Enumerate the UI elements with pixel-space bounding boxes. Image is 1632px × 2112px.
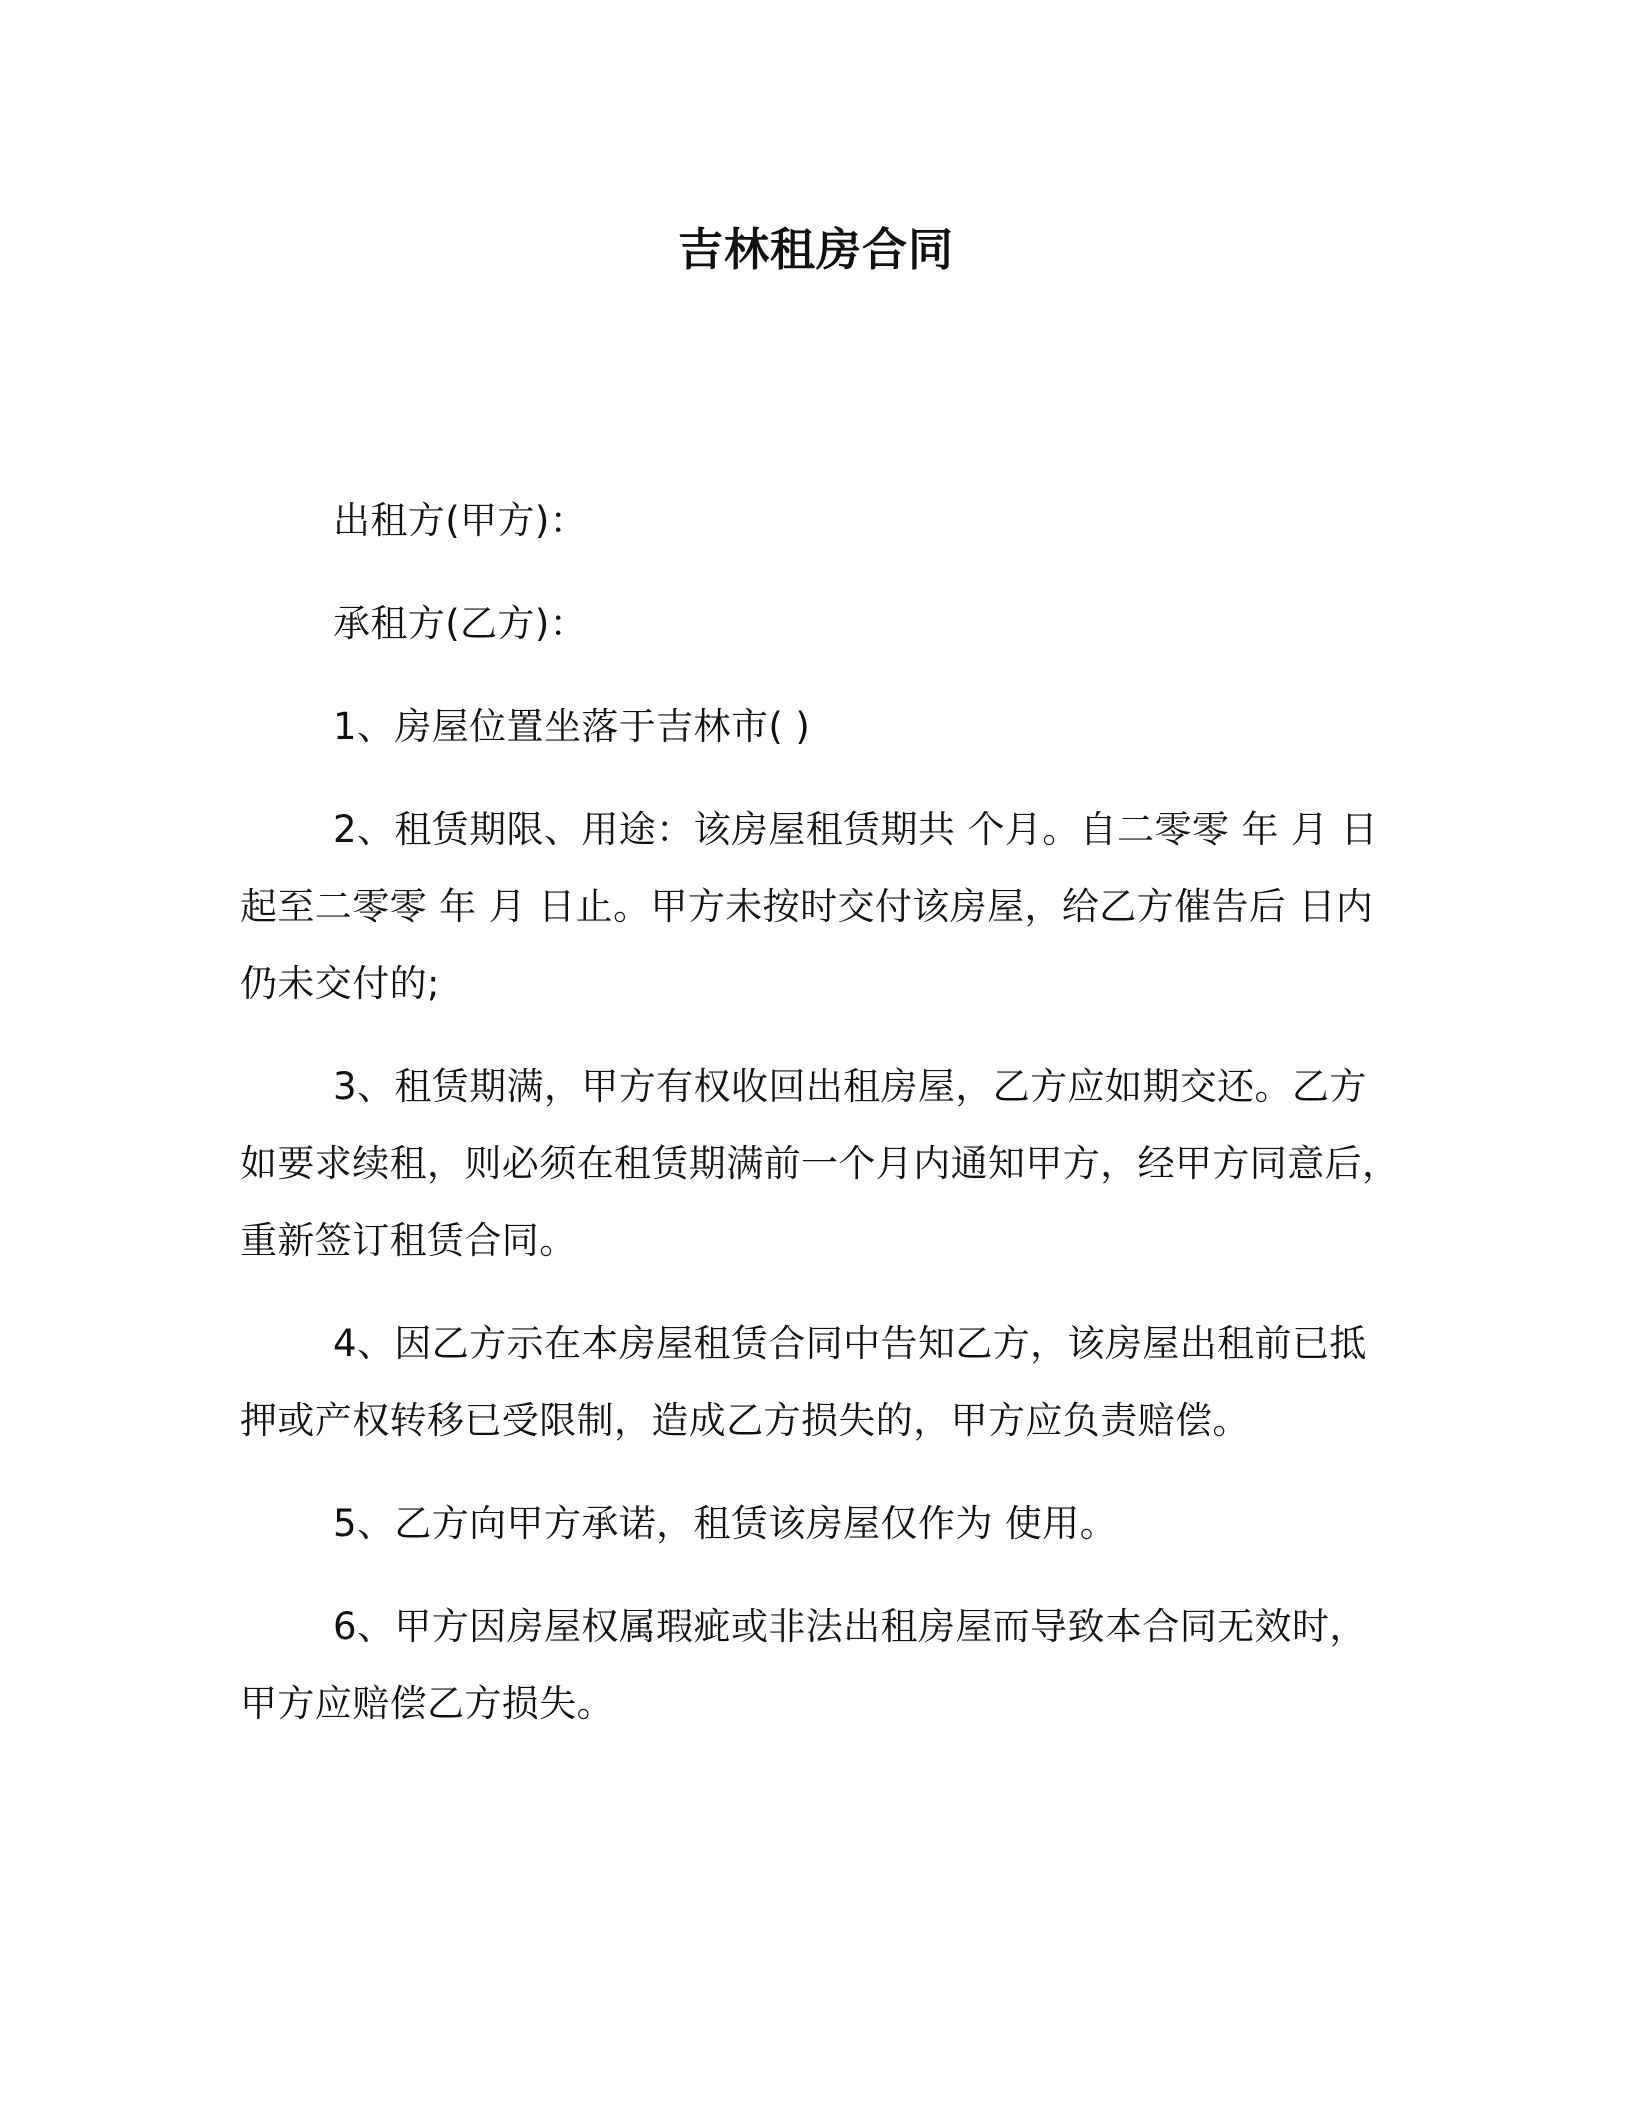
paragraph-line: 甲方应赔偿乙方损失。 [240,1682,614,1725]
lessee-paragraph [240,585,1400,662]
paragraph-line: 起至二零零 年 月 日止。甲方未按时交付该房屋，给乙方催告后 日内 [240,885,1374,928]
paragraph-line: 4、因乙方示在本房屋租赁合同中告知乙方，该房屋出租前已抵 [333,1322,1367,1365]
lessor-paragraph [240,482,1400,559]
clause-6-paragraph [240,1588,1400,1742]
paragraph-line: 重新签订租赁合同。 [240,1219,577,1262]
paragraph-line: 6、甲方因房屋权属瑕疵或非法出租房屋而导致本合同无效时， [333,1605,1367,1648]
clause-5-paragraph [240,1485,1400,1562]
clause-1-paragraph [240,688,1400,765]
paragraph-line: 出租方(甲方)： [333,499,588,542]
paragraph-line: 5、乙方向甲方承诺，租赁该房屋仅作为 使用。 [333,1502,1118,1545]
paragraph-line: 承租方(乙方)： [333,602,588,645]
paragraph-line: 如要求续租，则必须在租赁期满前一个月内通知甲方，经甲方同意后， [240,1142,1400,1185]
paragraph-line: 3、租赁期满，甲方有权收回出租房屋，乙方应如期交还。乙方 [333,1065,1367,1108]
paragraph-line: 押或产权转移已受限制，造成乙方损失的，甲方应负责赔偿。 [240,1399,1250,1442]
clause-2-paragraph [240,791,1400,1022]
document-title: 吉林租房合同 [677,223,954,276]
document-body [240,482,1400,1768]
clause-3-paragraph [240,1048,1400,1279]
paragraph-line: 2、租赁期限、用途：该房屋租赁期共 个月。自二零零 年 月 日 [333,808,1378,851]
paragraph-line: 1、房屋位置坐落于吉林市( ) [333,705,811,748]
paragraph-line: 仍未交付的; [240,962,440,1005]
clause-4-paragraph [240,1305,1400,1459]
